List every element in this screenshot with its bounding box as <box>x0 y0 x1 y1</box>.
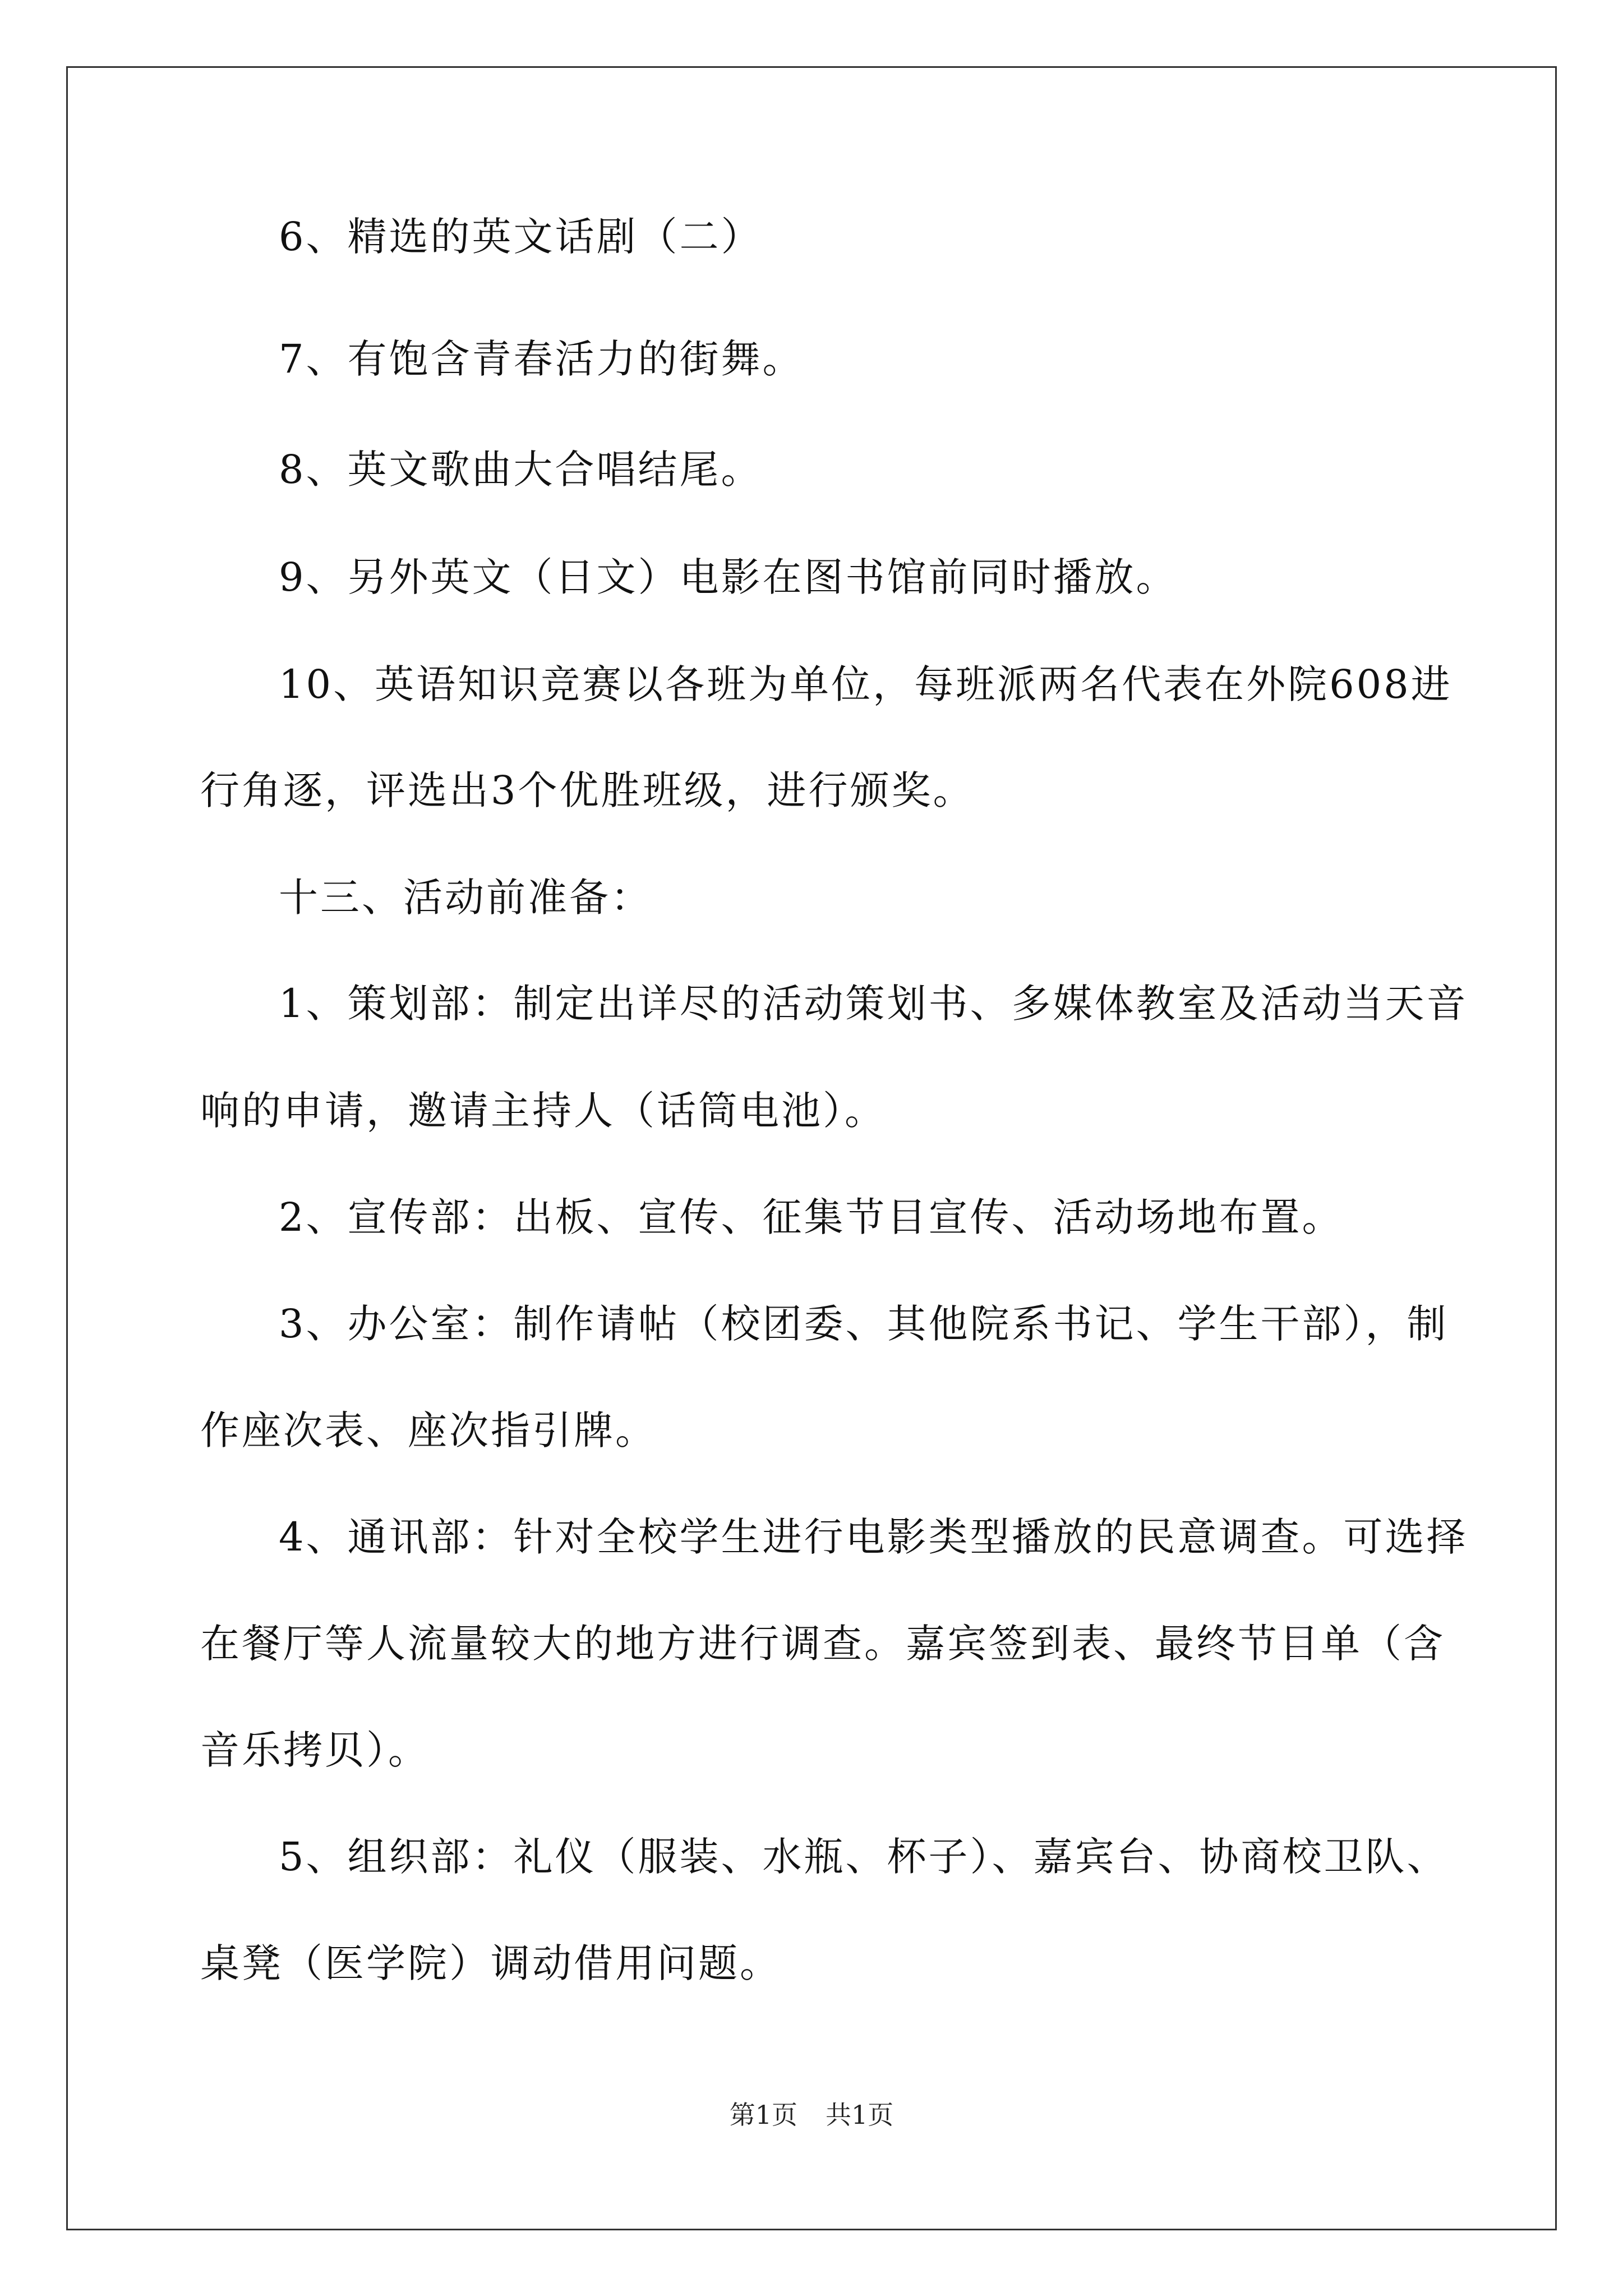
page-total: 共1页 <box>826 2100 894 2130</box>
text-line: 行角逐，评选出3个优胜班级，进行颁奖。 <box>200 767 975 813</box>
page-border <box>66 66 1557 2230</box>
section-heading: 十三、活动前准备： <box>279 875 652 921</box>
text-line: 7、有饱含青春活力的街舞。 <box>279 336 804 382</box>
text-line: 1、策划部：制定出详尽的活动策划书、多媒体教室及活动当天音 <box>279 981 1468 1027</box>
text-line: 8、英文歌曲大合唱结尾。 <box>279 447 763 493</box>
text-line: 3、办公室：制作请帖（校团委、其他院系书记、学生干部），制 <box>279 1301 1449 1347</box>
text-line: 6、精选的英文话剧（二） <box>279 214 763 260</box>
text-line: 音乐拷贝）。 <box>200 1727 430 1773</box>
page-number: 第1页 <box>729 2100 797 2130</box>
text-line: 4、通讯部：针对全校学生进行电影类型播放的民意调查。可选择 <box>279 1514 1468 1560</box>
text-line: 作座次表、座次指引牌。 <box>200 1407 657 1453</box>
text-line: 在餐厅等人流量较大的地方进行调查。嘉宾签到表、最终节目单（含 <box>200 1621 1445 1667</box>
page-footer <box>0 2098 1623 2132</box>
text-line: 5、组织部：礼仪（服装、水瓶、杯子）、嘉宾台、协商校卫队、 <box>279 1834 1449 1880</box>
text-line: 响的申请，邀请主持人（话筒电池）。 <box>200 1088 886 1134</box>
text-line: 9、另外英文（日文）电影在图书馆前同时播放。 <box>279 554 1178 600</box>
text-line: 桌凳（医学院）调动借用问题。 <box>200 1940 781 1986</box>
text-line: 10、英语知识竞赛以各班为单位，每班派两名代表在外院608进 <box>279 661 1453 707</box>
text-line: 2、宣传部：出板、宣传、征集节目宣传、活动场地布置。 <box>279 1194 1344 1240</box>
